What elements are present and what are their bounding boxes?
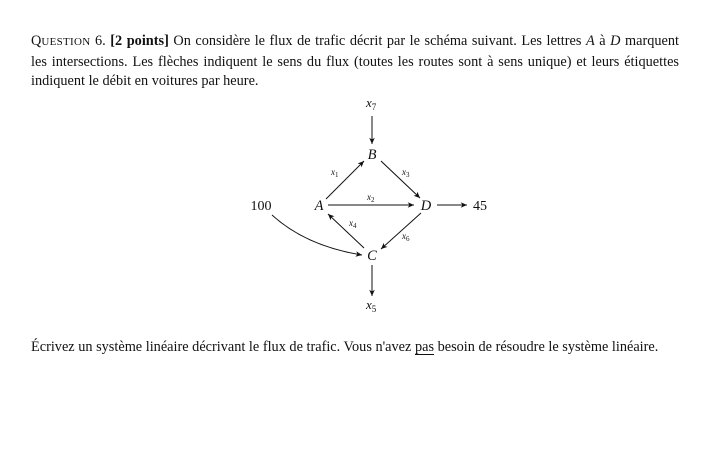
- inflow-100: 100: [250, 199, 272, 214]
- instruction-after: besoin de résoudre le système linéaire.: [437, 339, 659, 355]
- letter-d: D: [610, 33, 621, 49]
- node-c: C: [367, 248, 377, 264]
- edge-x6: [381, 213, 421, 249]
- label-x4: $x_4$: [349, 218, 357, 230]
- instruction-before: Écrivez un système linéaire décrivant le flux de trafic. Vous n'avez: [31, 339, 412, 355]
- instruction-text: [31, 338, 679, 358]
- question-intro: On considère le flux de trafic décrit par le schéma suivant. Les lettres: [173, 33, 582, 49]
- label-x5: $x_5$: [366, 297, 377, 314]
- question-points: [2 points]: [110, 33, 169, 49]
- node-a: A: [314, 198, 324, 214]
- label-x6: $x_6$: [402, 231, 410, 243]
- question-number: 6.: [95, 33, 106, 49]
- label-x1: $x_1$: [331, 167, 339, 179]
- instruction-underlined: pas: [414, 339, 435, 355]
- edge-x4: [328, 214, 364, 248]
- question-intro-continued: marquent les intersections. Les flèches indiquent le sens du flux (toutes les routes sont à sens unique) et leurs étiquettes indiquent le débit en voitures par heure.: [31, 33, 679, 89]
- outflow-45: 45: [473, 199, 487, 214]
- edge-x3: [381, 161, 420, 198]
- label-x2: $x_2$: [367, 192, 375, 204]
- a-to-word: à: [599, 33, 606, 49]
- node-b: B: [367, 147, 377, 163]
- letter-a: A: [585, 33, 595, 49]
- label-x7: $x_7$: [366, 95, 377, 112]
- label-x3: $x_3$: [402, 167, 410, 179]
- question-label: QUESTION: [31, 33, 91, 49]
- node-d: D: [420, 198, 432, 214]
